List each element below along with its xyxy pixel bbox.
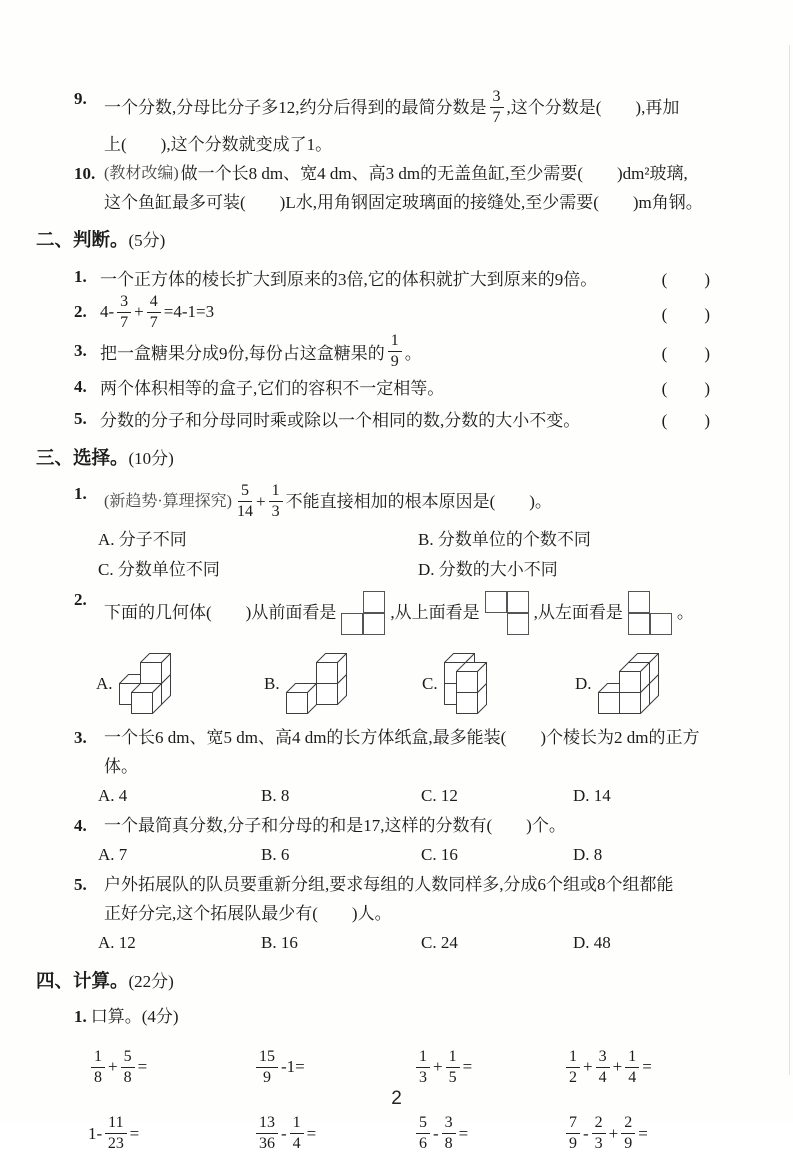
choice-question-4-text <box>98 811 711 870</box>
choice-question-5-line-2: 正好分完,这个拓展队最少有( )人。 <box>104 903 392 923</box>
option-d: D. 48 <box>573 932 611 952</box>
choice-question-5-options <box>98 928 711 958</box>
option-d: D. 分数的大小不同 <box>418 559 558 579</box>
choice-question-2-stem-part-1: 下面的几何体( )从前面看是 <box>104 603 337 623</box>
tf-question-1 <box>74 261 711 293</box>
question-9-line-2: 上( ),这个分数就变成了1。 <box>104 135 333 154</box>
tf-question-3-number: 3. <box>74 341 87 361</box>
section-calc-title: 四、计算。 <box>36 971 129 992</box>
section-choice-title: 三、选择。 <box>36 448 129 469</box>
option-c-cubes-figure <box>443 652 488 715</box>
tf-question-3 <box>74 332 711 371</box>
section-judge-heading <box>36 226 711 256</box>
option-c-label: C. <box>422 673 438 693</box>
tf-question-4-statement: 两个体积相等的盒子,它们的容积不一定相等。 <box>100 379 445 399</box>
tf-question-1-statement: 一个正方体的棱长扩大到原来的3倍,它的体积就扩大到原来的9倍。 <box>100 269 598 289</box>
choice-question-3 <box>74 723 711 811</box>
choice-question-4 <box>74 811 711 870</box>
tf-question-4-number: 4. <box>74 376 87 396</box>
choice-question-2-figures <box>96 645 711 723</box>
question-10-line-1-text: 做一个长8 dm、宽4 dm、高3 dm的无盖鱼缸,至少需要( )dm²玻璃, <box>180 164 688 183</box>
section-judge-title: 二、判断。 <box>36 231 129 251</box>
choice-question-4-stem: 一个最简真分数,分子和分母的和是17,这样的分数有( )个。 <box>104 815 566 835</box>
question-9-expression: 一个分数,分母比分子多12,约分后得到的最简分数是 $\frac{3}{7}$ ,这个分数是( ),再加 <box>104 87 680 126</box>
option-c: C. 12 <box>421 785 458 805</box>
tf-question-3-statement: 把一盒糖果分成9份,每份占这盒糖果的 $\frac{1}{9}$ 。 <box>100 331 422 370</box>
tf-question-4 <box>74 371 711 403</box>
oral-calc-item-8: $\frac{7}{9}$ - $\frac{2}{3}$ + $\frac{2}{9}$ = <box>563 1114 711 1153</box>
option-a: A. 12 <box>98 932 136 952</box>
option-a: A. 7 <box>98 844 128 864</box>
choice-question-2-stem-part-4: 。 <box>676 603 694 623</box>
question-9-line-1 <box>104 84 711 130</box>
choice-question-1-stem <box>104 479 711 525</box>
tf-question-2 <box>74 293 711 332</box>
option-d-figure <box>575 652 660 715</box>
choice-question-4-number: 4. <box>74 815 87 835</box>
front-view-shape <box>336 591 390 635</box>
choice-question-1-options-row-2 <box>98 555 711 585</box>
choice-question-2-stem-part-2: ,从上面看是 <box>390 603 480 623</box>
oral-calc-heading <box>74 1002 711 1032</box>
choice-question-3-stem: 一个长6 dm、宽5 dm、高4 dm的长方体纸盒,最多能装( )个棱长为2 dm的正方体。 <box>104 727 700 776</box>
option-b: B. 8 <box>261 785 290 805</box>
page-number: 2 <box>391 1088 402 1109</box>
option-b-cubes-figure <box>285 652 348 715</box>
question-9 <box>74 84 711 159</box>
tf-question-2-answer-blank: ( ) <box>661 304 711 324</box>
choice-question-4-options <box>98 840 711 870</box>
choice-question-1-options-row-1 <box>98 525 711 555</box>
choice-question-3-number: 3. <box>74 727 87 747</box>
section-calc-score: (22分) <box>128 971 174 991</box>
question-9-text <box>104 84 711 159</box>
choice-question-2-stem <box>104 585 711 641</box>
tf-question-5-number: 5. <box>74 408 87 428</box>
choice-question-5-text <box>98 870 711 958</box>
option-a-figure <box>96 652 264 715</box>
tf-question-2-statement: 4- $\frac{3}{7}$ + $\frac{4}{7}$ =4-1=3 <box>100 293 215 331</box>
option-a: A. 4 <box>98 785 128 805</box>
option-c: C. 24 <box>421 932 458 952</box>
oral-calc-item-2: $\frac{15}{9}$ -1= <box>253 1048 413 1087</box>
choice-question-1 <box>74 479 711 585</box>
question-10-text <box>104 159 711 217</box>
choice-question-2-stem-part-3: ,从左面看是 <box>533 603 623 623</box>
tf-question-5-answer-blank: ( ) <box>661 411 711 431</box>
oral-calc-item-5: 1- $\frac{11}{23}$ = <box>88 1114 140 1153</box>
choice-question-5-line-1: 户外拓展队的队员要重新分组,要求每组的人数同样多,分成6个组或8个组都能 <box>104 874 674 894</box>
choice-question-2 <box>74 585 711 723</box>
choice-question-5 <box>74 870 711 958</box>
tf-question-4-answer-blank: ( ) <box>661 379 711 399</box>
choice-question-5-number: 5. <box>74 874 87 894</box>
choice-question-3-options <box>98 781 711 811</box>
choice-question-3-text <box>98 723 711 811</box>
option-c: C. 分数单位不同 <box>98 559 220 579</box>
oral-calc-item-4: $\frac{1}{2}$ + $\frac{3}{4}$ + $\frac{1}{4}$ = <box>563 1048 711 1087</box>
tf-question-1-number: 1. <box>74 267 87 286</box>
section-judge-score: (5分) <box>128 231 166 250</box>
oral-calc-item-3: $\frac{1}{3}$ + $\frac{1}{5}$ = <box>413 1048 563 1087</box>
option-c: C. 16 <box>421 844 458 864</box>
choice-question-1-tag: (新趋势·算理探究) <box>104 493 232 511</box>
tf-question-2-number: 2. <box>74 302 87 322</box>
left-view-shape <box>623 591 677 635</box>
tf-question-5-statement: 分数的分子和分母同时乘或除以一个相同的数,分数的大小不变。 <box>100 411 581 431</box>
choice-question-2-text <box>96 585 711 723</box>
option-b: B. 16 <box>261 932 298 952</box>
section-choice-heading <box>36 444 711 474</box>
option-a-label: A. <box>96 673 113 693</box>
tf-question-5 <box>74 403 711 435</box>
option-b-figure <box>264 652 422 715</box>
option-b: B. 分数单位的个数不同 <box>418 529 591 549</box>
tf-question-1-answer-blank: ( ) <box>661 269 711 289</box>
question-9-number: 9. <box>74 89 87 108</box>
question-10-line-1 <box>104 159 711 188</box>
tf-question-3-answer-blank: ( ) <box>661 343 711 363</box>
option-c-figure <box>422 652 575 715</box>
question-10-number: 10. <box>74 164 96 183</box>
option-a-cubes-figure <box>118 652 172 715</box>
oral-calc-item-7: $\frac{5}{6}$ - $\frac{3}{8}$ = <box>413 1114 563 1153</box>
choice-question-1-text <box>98 479 711 585</box>
question-10-line-2: 这个鱼缸最多可装( )L水,用角钢固定玻璃面的接缝处,至少需要( )m角钢。 <box>104 193 703 212</box>
choice-question-2-number: 2. <box>74 589 87 609</box>
option-a: A. 分子不同 <box>98 529 187 549</box>
oral-calc-number: 1. <box>74 1006 87 1026</box>
section-choice-score: (10分) <box>128 448 174 468</box>
question-10 <box>74 159 711 217</box>
oral-calc-item-1: $\frac{1}{8}$ + $\frac{5}{8}$ = <box>88 1048 253 1087</box>
oral-calc-item-6: $\frac{13}{36}$ - $\frac{1}{4}$ = <box>253 1114 413 1153</box>
option-b: B. 6 <box>261 844 290 864</box>
oral-calc-title: 口算。(4分) <box>90 1006 179 1026</box>
option-d-label: D. <box>575 673 592 693</box>
option-d: D. 8 <box>573 844 603 864</box>
question-10-source-tag: (教材改编) <box>104 165 179 182</box>
option-d-cubes-figure <box>597 652 660 715</box>
scan-edge-line <box>789 45 791 1075</box>
option-d: D. 14 <box>573 785 611 805</box>
choice-question-1-expression: $\frac{5}{14}$ + $\frac{1}{3}$ 不能直接相加的根本原因是( )。 <box>237 482 552 521</box>
top-view-shape <box>480 591 534 635</box>
section-calc-heading <box>36 967 711 997</box>
option-b-label: B. <box>264 673 280 693</box>
choice-question-1-number: 1. <box>74 483 87 503</box>
